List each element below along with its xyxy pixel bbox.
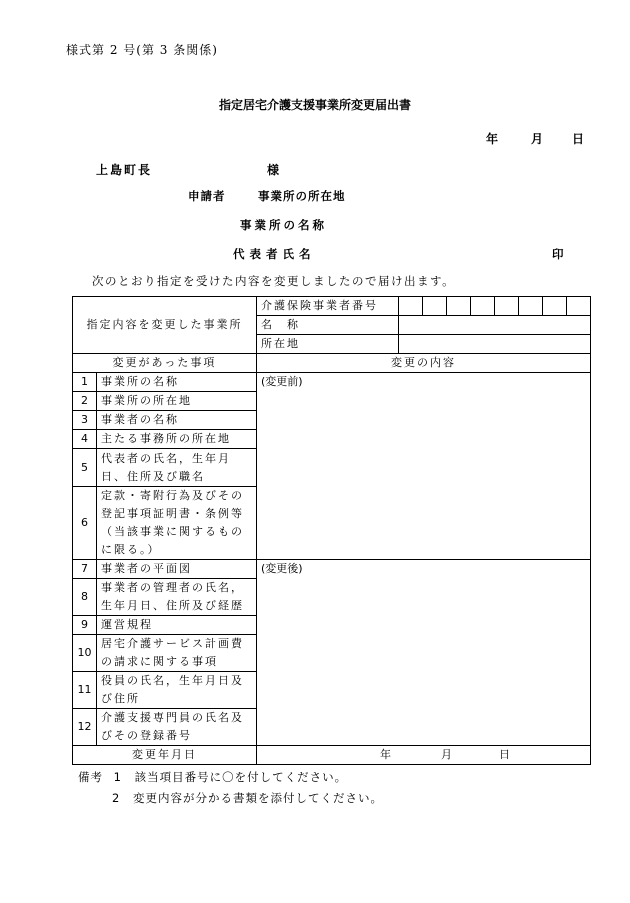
applicant-label: 申請者 [188, 189, 226, 203]
item-number[interactable]: 1 [73, 373, 97, 392]
item-label: 事業者の名称 [97, 411, 257, 430]
item-label: 事業所の名称 [97, 373, 257, 392]
item-label: 事業所の所在地 [97, 392, 257, 411]
office-address-label: 所在地 [257, 335, 399, 354]
office-name-field[interactable] [399, 316, 591, 335]
representative-label: 代表者氏名 [233, 247, 316, 261]
item-number[interactable]: 8 [73, 579, 97, 616]
item-label: 介護支援専門員の氏名及びその登録番号 [97, 709, 257, 746]
item-number[interactable]: 10 [73, 635, 97, 672]
item-number[interactable]: 11 [73, 672, 97, 709]
changed-item-header: 変更があった事項 [73, 354, 257, 373]
note-number: 1 [113, 770, 122, 784]
addressee: 上島町長 [96, 163, 153, 177]
change-date-label: 変更年月日 [73, 746, 257, 765]
item-label: 運営規程 [97, 616, 257, 635]
item-label: 役員の氏名，生年月日及び住所 [97, 672, 257, 709]
provider-number-label: 介護保険事業者番号 [257, 297, 399, 316]
item-number[interactable]: 6 [73, 487, 97, 560]
change-date-year: 年 [380, 748, 391, 761]
seal-mark: 印 [552, 247, 564, 261]
provider-number-digit[interactable] [519, 297, 543, 316]
honorific: 様 [267, 163, 280, 177]
provider-number-digit[interactable] [495, 297, 519, 316]
note-2 [112, 790, 383, 806]
change-date-day: 日 [499, 748, 510, 761]
changed-office-label: 指定内容を変更した事業所 [73, 297, 257, 354]
item-label: 事業者の管理者の氏名，生年月日、住所及び経歴 [97, 579, 257, 616]
applicant-address-label: 事業所の所在地 [258, 189, 346, 203]
date-month-label: 月 [531, 132, 544, 146]
item-number[interactable]: 4 [73, 430, 97, 449]
item-number[interactable]: 9 [73, 616, 97, 635]
note-1 [78, 769, 347, 785]
intro-text: 次のとおり指定を受けた内容を変更しましたので届け出ます。 [92, 274, 456, 288]
item-number[interactable]: 2 [73, 392, 97, 411]
date-day-label: 日 [572, 132, 585, 146]
note-text: 変更内容が分かる書類を添付してください。 [132, 791, 383, 805]
after-change-field[interactable] [257, 560, 591, 746]
note-text: 該当項目番号に〇を付してください。 [134, 770, 348, 784]
office-address-field[interactable] [399, 335, 591, 354]
date-year-label: 年 [486, 132, 499, 146]
item-number[interactable]: 12 [73, 709, 97, 746]
provider-number-digit[interactable] [447, 297, 471, 316]
item-label: 代表者の氏名，生年月日、住所及び職名 [97, 449, 257, 487]
provider-number-digit[interactable] [423, 297, 447, 316]
change-date-month: 月 [441, 748, 452, 761]
applicant-name-label: 事業所の名称 [240, 218, 327, 232]
after-change-label: (変更後) [261, 562, 303, 575]
note-number: 2 [112, 791, 121, 805]
before-change-field[interactable] [257, 373, 591, 560]
form-number: 様式第 2 号(第 3 条関係) [66, 43, 218, 57]
change-form-table [72, 296, 591, 765]
provider-number-digit[interactable] [567, 297, 591, 316]
item-number[interactable]: 7 [73, 560, 97, 579]
item-label: 事業者の平面図 [97, 560, 257, 579]
office-name-label: 名 称 [257, 316, 399, 335]
item-label: 居宅介護サービス計画費の請求に関する事項 [97, 635, 257, 672]
item-number[interactable]: 5 [73, 449, 97, 487]
provider-number-digit[interactable] [399, 297, 423, 316]
before-change-label: (変更前) [261, 375, 303, 388]
item-label: 定款・寄附行為及びその登記事項証明書・条例等（当該事業に関するものに限る。） [97, 487, 257, 560]
document-title: 指定居宅介護支援事業所変更届出書 [218, 98, 411, 112]
notes-label: 備考 [78, 770, 103, 784]
change-content-header: 変更の内容 [257, 354, 591, 373]
provider-number-digit[interactable] [471, 297, 495, 316]
change-date-field[interactable] [257, 746, 591, 765]
item-number[interactable]: 3 [73, 411, 97, 430]
item-label: 主たる事務所の所在地 [97, 430, 257, 449]
provider-number-digit[interactable] [543, 297, 567, 316]
